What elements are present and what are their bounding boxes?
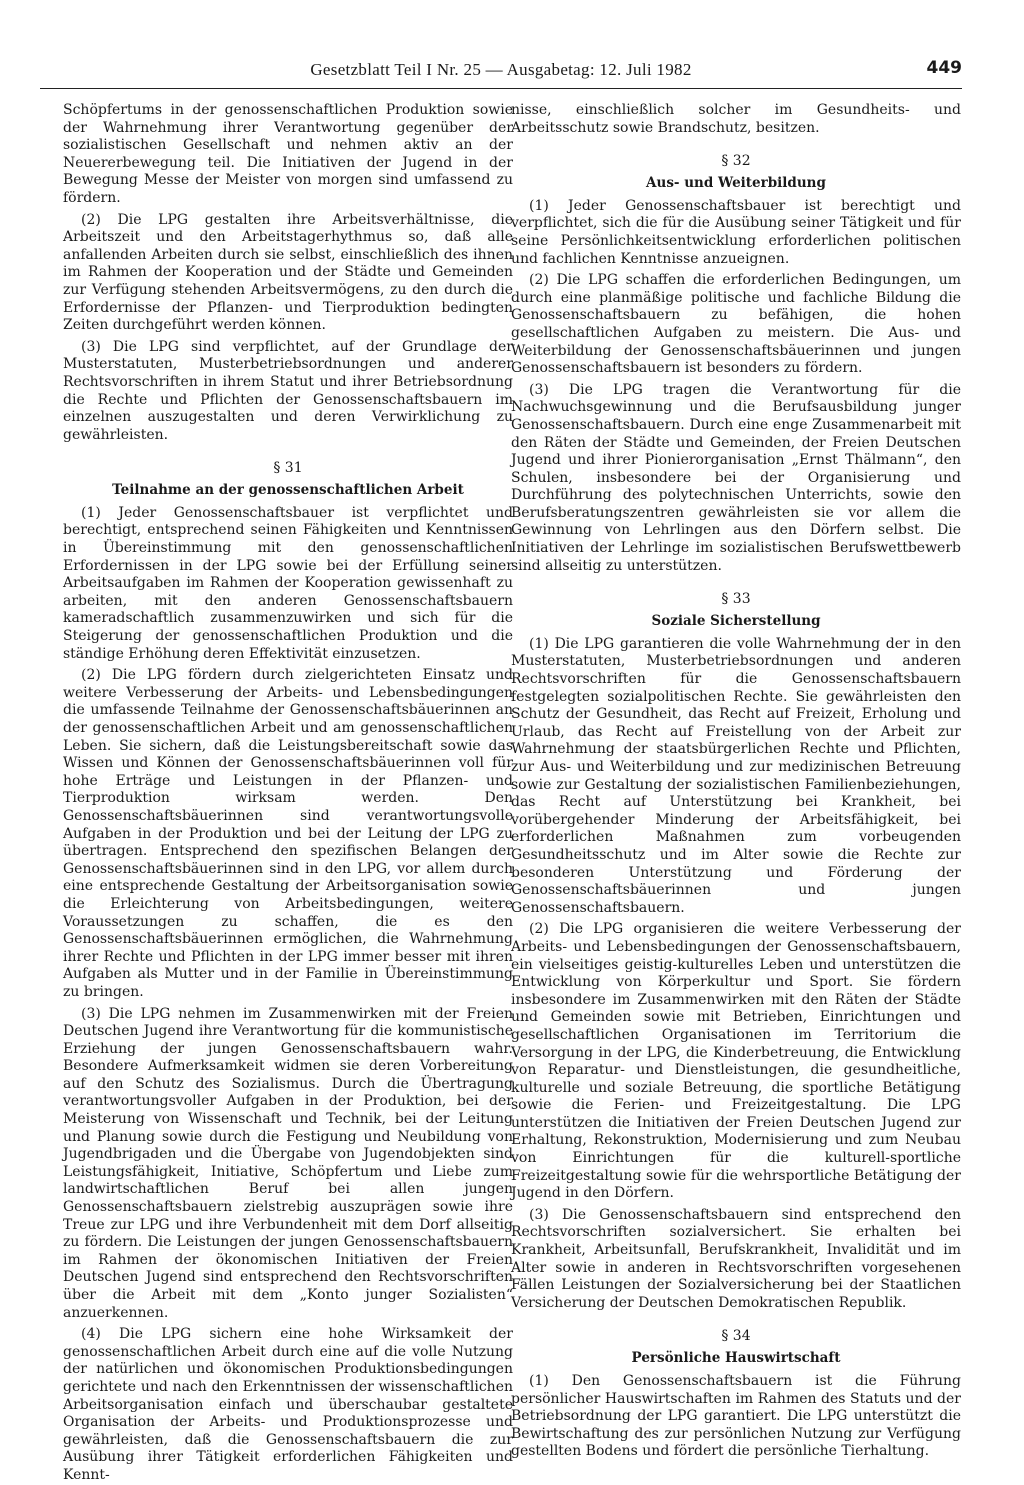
page-number: 449 xyxy=(926,58,962,78)
section-number: § 31 xyxy=(273,460,303,477)
paragraph: (1) Den Genossenschaftsbauern ist die Führung persönlicher Hauswirtschaften im Rahmen des Statuts und der Betriebsordnung der LPG garantiert. Die LPG unterstützt die Bewirtschaftung des zur persönlichen Nutzung zur Verfügung gestellten Bodens und fördert die persönliche Tierhaltung. xyxy=(511,1373,961,1460)
section-heading-34 xyxy=(511,1328,961,1367)
page-header xyxy=(40,52,962,89)
paragraph: (4) Die LPG sichern eine hohe Wirksamkeit der genossenschaftlichen Arbeit durch eine auf die volle Nutzung der natürlichen und ökonomischen Produktionsbedingungen gerichtete und nach den Erkenntnissen der wissenschaftlichen Arbeitsorganisation einfach und überschaubar gestaltete Organisation der Arbeits- und Produktionsprozesse und gewährleisten, daß die Genossenschaftsbauern die zur Ausübung ihrer Tätigkeit erforderlichen Fähigkeiten und Kennt- xyxy=(63,1326,513,1483)
right-column xyxy=(511,102,961,1461)
left-column xyxy=(63,102,513,1485)
paragraph: (3) Die LPG tragen die Verantwortung für die Nachwuchsgewinnung und die Berufsausbildung junger Genossenschaftsbauern. Durch eine enge Zusammenarbeit mit den Räten der Städte und Gemeinden, der Freien Deutschen Jugend und ihrer Pionierorganisation „Ernst Thälmann“, den Schulen, insbesondere bei der Organisierung und Durchführung des polytechnischen Unterrichts, sowie den Berufsberatungszentren gewährleisten sie vor allem die Gewinnung von Lehrlingen aus den Dörfern selbst. Die Initiativen der Lehrlinge im sozialistischen Berufswettbewerb sind allseitig zu unterstützen. xyxy=(511,381,961,574)
section-number: § 32 xyxy=(721,153,751,170)
paragraph: (1) Die LPG garantieren die volle Wahrnehmung der in den Musterstatuten, Musterbetriebsordnungen und anderen Rechtsvorschriften für die Genossenschaftsbauern festgelegten sozialpolitischen Rechte. Sie gewährleisten den Schutz der Gesundheit, das Recht auf Freizeit, Erholung und Urlaub, das Recht auf Freistellung von der Arbeit zur Wahrnehmung der staatsbürgerlichen Rechte und Pflichten, zur Aus- und Weiterbildung und zur medizinischen Betreuung sowie zur Gestaltung der sozialistischen Familienbeziehungen, das Recht auf Unterstützung bei Krankheit, bei vorübergehender Minderung der Arbeitsfähigkeit, bei erforderlichen Maßnahmen zum vorbeugenden Gesundheitsschutz und im Alter sowie die Rechte zur besonderen Unterstützung und Förderung der Genossenschaftsbäuerinnen und jungen Genossenschaftsbauern. xyxy=(511,635,961,916)
section-title: Aus- und Weiterbildung xyxy=(646,174,826,191)
paragraph: (2) Die LPG organisieren die weitere Verbesserung der Arbeits- und Lebensbedingungen der Genossenschaftsbauern, ein vielseitiges geistig-kulturelles Leben und unterstützen die Entwicklung von Körperkultur und Sport. Sie fördern insbesondere im Zusammenwirken mit den Räten der Städte und Gemeinden sowie mit Betrieben, Einrichtungen und gesellschaftlichen Organisationen im Territorium die Versorgung in der LPG, die Kinderbetreuung, die Entwicklung von Reparatur- und Dienstleistungen, die gesundheitliche, kulturelle und soziale Betreuung, die sportliche Betätigung sowie die Ferien- und Freizeitgestaltung. Die LPG unterstützen die Initiativen der Freien Deutschen Jugend zur Erhaltung, Rekonstruktion, Modernisierung und zum Neubau von Einrichtungen für die kulturell-sportliche Freizeitgestaltung sowie für die wehrsportliche Betätigung der Jugend in den Dörfern. xyxy=(511,921,961,1202)
section-number: § 34 xyxy=(721,1328,751,1345)
paragraph: (2) Die LPG fördern durch zielgerichteten Einsatz und weitere Verbesserung der Arbeits- und Lebensbedingungen die umfassende Teilnahme der Genossenschaftsbäuerinnen an der genossenschaftlichen Arbeit und am genossenschaftlichen Leben. Sie sichern, daß die Leistungsbereitschaft sowie das Wissen und Können der Genossenschaftsbäuerinnen voll für hohe Erträge und Leistungen in der Pflanzen- und Tierproduktion wirksam werden. Den Genossenschaftsbäuerinnen sind verantwortungsvolle Aufgaben in der Produktion und bei der Leitung der LPG zu übertragen. Entsprechend den spezifischen Belangen der Genossenschaftsbäuerinnen sind in den LPG, vor allem durch eine entsprechende Gestaltung der Arbeitsorganisation sowie die Erleichterung von Arbeitsbedingungen, weitere Voraussetzungen zu schaffen, die es den Genossenschaftsbäuerinnen ermöglichen, die Wahrnehmung ihrer Rechte und Pflichten in der LPG immer besser mit ihren Aufgaben als Mutter und in der Familie in Übereinstimmung zu bringen. xyxy=(63,667,513,1000)
section-title: Soziale Sicherstellung xyxy=(651,612,821,629)
paragraph: (3) Die LPG nehmen im Zusammenwirken mit der Freien Deutschen Jugend ihre Verantwortung für die kommunistische Erziehung der jungen Genossenschaftsbauern wahr. Besondere Aufmerksamkeit widmen sie deren Vorbereitung auf den Schutz des Sozialismus. Durch die Übertragung verantwortungsvoller Aufgaben in der Produktion, bei der Meisterung von Wissenschaft und Technik, bei der Leitung und Planung sowie durch die Festigung und Neubildung von Jugendbrigaden und die Übergabe von Jugendobjekten sind Leistungsfähigkeit, Initiative, Schöpfertum und Liebe zum landwirtschaftlichen Beruf bei allen jungen Genossenschaftsbauern zielstrebig auszuprägen sowie ihre Treue zur LPG und ihre Verbundenheit mit dem Dorf allseitig zu fördern. Die Leistungen der jungen Genossenschaftsbauern im Rahmen der ökonomischen Initiativen der Freien Deutschen Jugend sind entsprechend den Rechtsvorschriften über die Arbeit mit dem „Konto junger Sozialisten“ anzuerkennen. xyxy=(63,1005,513,1321)
paragraph: (2) Die LPG schaffen die erforderlichen Bedingungen, um durch eine planmäßige politische und fachliche Bildung die Genossenschaftsbauern zu befähigen, die hohen gesellschaftlichen Aufgaben zu meistern. Die Aus- und Weiterbildung der Genossenschaftsbäuerinnen und jungen Genossenschaftsbauern ist besonders zu fördern. xyxy=(511,272,961,377)
paragraph: nisse, einschließlich solcher im Gesundheits- und Arbeitsschutz sowie Brandschutz, besitzen. xyxy=(511,102,961,136)
section-title: Teilnahme an der genossenschaftlichen Arbeit xyxy=(112,481,464,498)
section-heading-31 xyxy=(63,460,513,499)
paragraph: Schöpfertums in der genossenschaftlichen Produktion sowie der Wahrnehmung ihrer Verantwortung gegenüber der sozialistischen Gesellschaft und nehmen aktiv an der Neuererbewegung teil. Die Initiativen der Jugend in der Bewegung Messe der Meister von morgen sind umfassend zu fördern. xyxy=(63,102,513,206)
paragraph: (3) Die Genossenschaftsbauern sind entsprechend den Rechtsvorschriften sozialversichert. Sie erhalten bei Krankheit, Arbeitsunfall, Berufskrankheit, Invalidität und im Alter sowie in anderen in Rechtsvorschriften vorgesehenen Fällen Leistungen der Sozialversicherung bei der Staatlichen Versicherung der Deutschen Demokratischen Republik. xyxy=(511,1206,961,1311)
gazette-title: Gesetzblatt Teil I Nr. 25 — Ausgabetag: 12. Juli 1982 xyxy=(310,60,692,79)
section-heading-33 xyxy=(511,591,961,630)
section-title: Persönliche Hauswirtschaft xyxy=(631,1350,841,1366)
paragraph: (2) Die LPG gestalten ihre Arbeitsverhältnisse, die Arbeitszeit und den Arbeitstagerhythmus so, daß alle anfallenden Arbeiten durch sie selbst, einschließlich des ihnen im Rahmen der Kooperation und der Städte und Gemeinden zur Verfügung stehenden Arbeitsvermögens, zu den durch die Erfordernisse der Pflanzen- und Tierproduktion bedingten Zeiten durchgeführt werden können. xyxy=(63,211,513,334)
paragraph: (1) Jeder Genossenschaftsbauer ist berechtigt und verpflichtet, sich die für die Ausübung seiner Tätigkeit und für seine Persönlichkeitsentwicklung erforderlichen politischen und fachlichen Kenntnisse anzueignen. xyxy=(511,197,961,267)
paragraph: (3) Die LPG sind verpflichtet, auf der Grundlage der Musterstatuten, Musterbetriebsordnungen und anderer Rechtsvorschriften in ihrem Statut und ihrer Betriebsordnung die Rechte und Pflichten der Genossenschaftsbauern im einzelnen auszugestalten und deren Verwirklichung zu gewährleisten. xyxy=(63,338,513,443)
paragraph: (1) Jeder Genossenschaftsbauer ist verpflichtet und berechtigt, entsprechend seinen Fähigkeiten und Kenntnissen in Übereinstimmung mit den genossenschaftlichen Erfordernissen in der LPG sowie bei der Erfüllung seiner Arbeitsaufgaben im Rahmen der Kooperation gewissenhaft zu arbeiten, mit den anderen Genossenschaftsbauern kameradschaftlich zusammenzuwirken und sich für die Steigerung der genossenschaftlichen Produktion und die ständige Erhöhung deren Effektivität einzusetzen. xyxy=(63,504,513,662)
section-number: § 33 xyxy=(721,591,751,608)
section-heading-32 xyxy=(511,153,961,192)
